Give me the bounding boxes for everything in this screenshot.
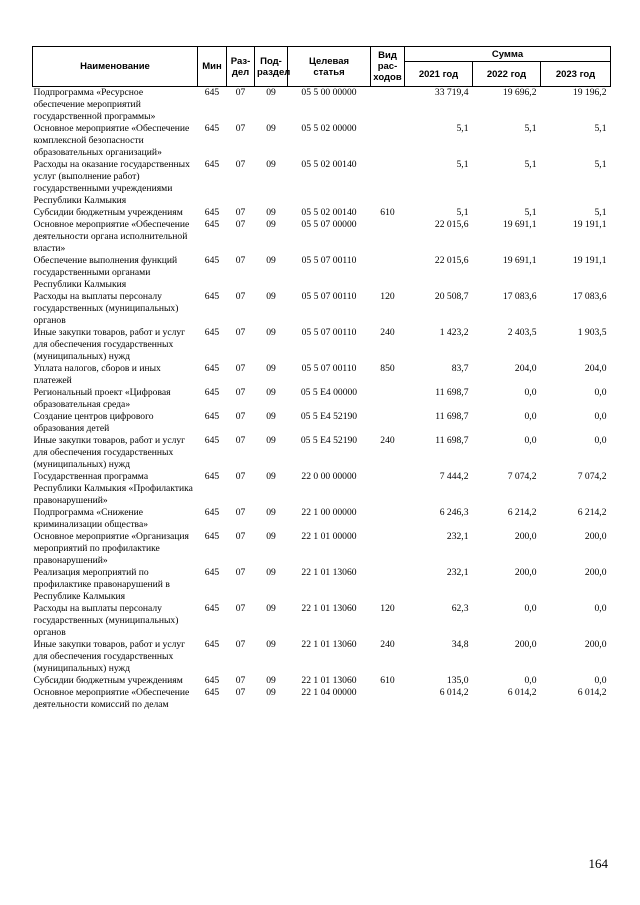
table-cell-podrazdel: 09	[266, 531, 276, 542]
table-cell-name: Подпрограмма «Снижение криминализации общества»	[33, 507, 149, 530]
table-cell-2022: 7 074,2	[507, 471, 537, 482]
table-row	[33, 531, 611, 567]
table-cell-razdel: 07	[235, 207, 246, 218]
table-row	[33, 567, 611, 603]
table-cell-min: 645	[204, 387, 220, 398]
table-cell-razdel: 07	[235, 411, 246, 422]
table-cell-2021: 135,0	[446, 675, 469, 686]
table-cell-name: Иные закупки товаров, работ и услуг для обеспечения государственных (муниципальных) нужд	[33, 435, 186, 470]
header-2021: 2021 год	[405, 62, 473, 87]
table-cell-razdel: 07	[235, 675, 246, 686]
table-cell-name: Основное мероприятие «Организация мероприятий по профилактике правонарушений»	[33, 531, 189, 566]
table-cell-2022: 5,1	[524, 123, 537, 134]
table-cell-min: 645	[204, 639, 220, 650]
table-cell-name: Субсидии бюджетным учреждениям	[33, 207, 183, 218]
table-cell-vid: 240	[380, 327, 395, 338]
table-row	[33, 87, 611, 124]
table-cell-2021: 6 246,3	[439, 507, 469, 518]
table-cell-name: Реализация мероприятий по профилактике правонарушений в Республике Калмыкия	[33, 567, 170, 602]
table-cell-podrazdel: 09	[266, 87, 276, 98]
table-row	[33, 411, 611, 435]
table-cell-vid: 610	[380, 207, 395, 218]
table-cell-name: Основное мероприятие «Обеспечение деятельности органа исполнительной власти»	[33, 219, 190, 254]
table-row	[33, 123, 611, 159]
table-cell-2021: 7 444,2	[439, 471, 469, 482]
table-cell-razdel: 07	[235, 603, 246, 614]
table-row	[33, 363, 611, 387]
table-cell-podrazdel: 09	[266, 291, 276, 302]
table-cell-article: 05 5 07 00110	[301, 363, 357, 374]
table-cell-2021: 83,7	[451, 363, 469, 374]
table-cell-min: 645	[204, 123, 220, 134]
table-cell-2023: 200,0	[584, 531, 607, 542]
table-cell-razdel: 07	[235, 255, 246, 266]
table-cell-article: 05 5 02 00000	[301, 123, 357, 134]
table-cell-name: Иные закупки товаров, работ и услуг для обеспечения государственных (муниципальных) нужд	[33, 327, 186, 362]
table-cell-vid	[371, 159, 405, 207]
table-cell-podrazdel: 09	[266, 363, 276, 374]
table-cell-2023: 17 083,6	[572, 291, 607, 302]
table-cell-name: Расходы на оказание государственных услуг (выполнение работ) государственными учреждениями Республики Калмыкия	[33, 159, 190, 206]
table-cell-2021: 1 423,2	[439, 327, 469, 338]
table-cell-article: 05 5 02 00140	[301, 207, 357, 218]
table-cell-razdel: 07	[235, 327, 246, 338]
table-row	[33, 471, 611, 507]
table-cell-min: 645	[204, 675, 220, 686]
table-cell-2022: 19 691,1	[502, 255, 537, 266]
table-cell-vid	[371, 87, 405, 124]
table-cell-min: 645	[204, 207, 220, 218]
table-cell-razdel: 07	[235, 531, 246, 542]
table-cell-vid: 120	[380, 603, 395, 614]
header-vid: Вид рас- ходов	[371, 47, 405, 87]
table-cell-podrazdel: 09	[266, 471, 276, 482]
table-cell-2022: 5,1	[524, 159, 537, 170]
table-cell-name: Создание центров цифрового образования детей	[33, 411, 154, 434]
table-cell-2021: 11 698,7	[435, 435, 469, 446]
table-cell-2022: 200,0	[514, 531, 537, 542]
table-cell-min: 645	[204, 411, 220, 422]
table-row	[33, 675, 611, 687]
table-cell-2022: 2 403,5	[507, 327, 537, 338]
table-cell-2023: 5,1	[594, 123, 607, 134]
table-cell-vid	[371, 255, 405, 291]
header-article: Целевая статья	[288, 47, 371, 87]
table-row	[33, 159, 611, 207]
table-cell-podrazdel: 09	[266, 159, 276, 170]
table-cell-razdel: 07	[235, 507, 246, 518]
table-row	[33, 435, 611, 471]
table-cell-article: 22 1 01 13060	[301, 639, 357, 650]
table-cell-podrazdel: 09	[266, 687, 276, 698]
table-cell-min: 645	[204, 327, 220, 338]
table-cell-2022: 0,0	[524, 435, 537, 446]
table-cell-name: Государственная программа Республики Калмыкия «Профилактика правонарушений»	[33, 471, 193, 506]
table-cell-2023: 1 903,5	[577, 327, 607, 338]
table-cell-2021: 5,1	[456, 123, 469, 134]
table-cell-name: Подпрограмма «Ресурсное обеспечение мероприятий государственной программы»	[33, 87, 156, 122]
table-row	[33, 255, 611, 291]
table-cell-razdel: 07	[235, 435, 246, 446]
table-cell-2023: 200,0	[584, 639, 607, 650]
table-cell-2023: 5,1	[594, 207, 607, 218]
table-cell-2023: 19 191,1	[572, 219, 607, 230]
table-cell-podrazdel: 09	[266, 207, 276, 218]
table-cell-vid	[371, 531, 405, 567]
table-cell-podrazdel: 09	[266, 387, 276, 398]
table-cell-razdel: 07	[235, 363, 246, 374]
header-min: Мин	[198, 47, 227, 87]
table-cell-razdel: 07	[235, 567, 246, 578]
table-cell-podrazdel: 09	[266, 507, 276, 518]
table-cell-vid	[371, 123, 405, 159]
table-row	[33, 603, 611, 639]
table-cell-article: 05 5 00 00000	[301, 87, 357, 98]
table-cell-podrazdel: 09	[266, 567, 276, 578]
table-cell-vid	[371, 507, 405, 531]
table-cell-2022: 204,0	[514, 363, 537, 374]
table-cell-min: 645	[204, 435, 220, 446]
table-cell-vid: 120	[380, 291, 395, 302]
table-cell-2023: 0,0	[594, 603, 607, 614]
table-cell-article: 22 0 00 00000	[301, 471, 357, 482]
table-cell-min: 645	[204, 87, 220, 98]
header-razdel: Раз- дел	[227, 47, 255, 87]
table-cell-article: 22 1 01 13060	[301, 567, 357, 578]
table-cell-2022: 19 691,1	[502, 219, 537, 230]
table-cell-name: Региональный проект «Цифровая образовательная среда»	[33, 387, 171, 410]
table-cell-article: 05 5 07 00110	[301, 327, 357, 338]
table-cell-podrazdel: 09	[266, 603, 276, 614]
table-cell-2022: 19 696,2	[502, 87, 537, 98]
table-cell-vid	[371, 687, 405, 711]
table-cell-name: Уплата налогов, сборов и иных платежей	[33, 363, 161, 386]
header-sum: Сумма	[405, 47, 611, 62]
table-row	[33, 291, 611, 327]
header-2023: 2023 год	[541, 62, 611, 87]
table-cell-2022: 0,0	[524, 675, 537, 686]
table-cell-vid: 240	[380, 435, 395, 446]
table-cell-2022: 0,0	[524, 387, 537, 398]
table-cell-podrazdel: 09	[266, 255, 276, 266]
table-cell-2023: 5,1	[594, 159, 607, 170]
table-cell-razdel: 07	[235, 687, 246, 698]
table-cell-2023: 200,0	[584, 567, 607, 578]
table-cell-podrazdel: 09	[266, 123, 276, 134]
table-cell-2023: 0,0	[594, 435, 607, 446]
budget-page	[32, 46, 610, 711]
table-cell-min: 645	[204, 507, 220, 518]
table-row	[33, 387, 611, 411]
table-cell-min: 645	[204, 255, 220, 266]
table-cell-min: 645	[204, 531, 220, 542]
table-cell-2021: 6 014,2	[439, 687, 469, 698]
table-cell-2021: 5,1	[456, 207, 469, 218]
table-cell-name: Обеспечение выполнения функций государственными органами Республики Калмыкия	[33, 255, 178, 290]
table-cell-name: Расходы на выплаты персоналу государственных (муниципальных) органов	[33, 603, 179, 638]
table-cell-2023: 19 191,1	[572, 255, 607, 266]
table-cell-2023: 7 074,2	[577, 471, 607, 482]
table-cell-podrazdel: 09	[266, 327, 276, 338]
table-cell-2021: 5,1	[456, 159, 469, 170]
table-cell-razdel: 07	[235, 639, 246, 650]
header-name: Наименование	[33, 47, 198, 87]
table-cell-2023: 0,0	[594, 411, 607, 422]
table-cell-vid	[371, 471, 405, 507]
header-podrazdel: Под- раздел	[255, 47, 288, 87]
table-cell-podrazdel: 09	[266, 219, 276, 230]
table-cell-min: 645	[204, 687, 220, 698]
table-cell-2023: 0,0	[594, 675, 607, 686]
table-cell-2023: 19 196,2	[572, 87, 607, 98]
table-cell-2022: 17 083,6	[502, 291, 537, 302]
table-cell-2023: 204,0	[584, 363, 607, 374]
table-cell-2023: 6 214,2	[577, 507, 607, 518]
table-cell-razdel: 07	[235, 159, 246, 170]
table-cell-article: 05 5 07 00110	[301, 255, 357, 266]
table-cell-name: Основное мероприятие «Обеспечение деятельности комиссий по делам	[33, 687, 190, 710]
table-cell-vid: 850	[380, 363, 395, 374]
table-row	[33, 639, 611, 675]
table-cell-article: 22 1 01 13060	[301, 675, 357, 686]
table-cell-name: Субсидии бюджетным учреждениям	[33, 675, 183, 686]
table-cell-article: 05 5 07 00000	[301, 219, 357, 230]
table-row	[33, 207, 611, 219]
table-cell-vid: 610	[380, 675, 395, 686]
table-cell-vid	[371, 567, 405, 603]
table-cell-vid: 240	[380, 639, 395, 650]
table-row	[33, 507, 611, 531]
table-header	[33, 47, 611, 87]
table-cell-vid	[371, 219, 405, 255]
table-cell-podrazdel: 09	[266, 435, 276, 446]
table-cell-2021: 33 719,4	[434, 87, 469, 98]
table-cell-podrazdel: 09	[266, 675, 276, 686]
table-cell-2021: 232,1	[446, 531, 469, 542]
table-cell-article: 22 1 01 13060	[301, 603, 357, 614]
table-cell-podrazdel: 09	[266, 411, 276, 422]
table-cell-article: 05 5 02 00140	[301, 159, 357, 170]
table-cell-article: 22 1 01 00000	[301, 531, 357, 542]
table-cell-article: 05 5 E4 00000	[300, 387, 358, 398]
table-cell-2022: 6 014,2	[507, 687, 537, 698]
table-cell-vid	[371, 387, 405, 411]
table-cell-2021: 62,3	[451, 603, 469, 614]
table-cell-2023: 0,0	[594, 387, 607, 398]
table-cell-article: 22 1 04 00000	[301, 687, 357, 698]
table-cell-min: 645	[204, 471, 220, 482]
table-cell-2021: 11 698,7	[435, 387, 469, 398]
budget-table	[32, 46, 611, 711]
page-number: 164	[588, 856, 608, 871]
table-cell-razdel: 07	[235, 471, 246, 482]
table-cell-2021: 22 015,6	[434, 219, 469, 230]
table-cell-podrazdel: 09	[266, 639, 276, 650]
table-cell-2021: 34,8	[451, 639, 469, 650]
table-cell-2021: 11 698,7	[435, 411, 469, 422]
table-row	[33, 219, 611, 255]
table-cell-razdel: 07	[235, 387, 246, 398]
table-cell-article: 05 5 07 00110	[301, 291, 357, 302]
table-cell-min: 645	[204, 159, 220, 170]
table-cell-article: 22 1 00 00000	[301, 507, 357, 518]
table-row	[33, 327, 611, 363]
table-cell-min: 645	[204, 219, 220, 230]
table-cell-2021: 20 508,7	[434, 291, 469, 302]
table-cell-2021: 232,1	[446, 567, 469, 578]
table-cell-2022: 0,0	[524, 603, 537, 614]
table-cell-min: 645	[204, 363, 220, 374]
table-cell-name: Иные закупки товаров, работ и услуг для обеспечения государственных (муниципальных) нужд	[33, 639, 186, 674]
table-cell-2022: 0,0	[524, 411, 537, 422]
table-cell-2021: 22 015,6	[434, 255, 469, 266]
table-cell-vid	[371, 411, 405, 435]
table-cell-min: 645	[204, 567, 220, 578]
table-cell-2023: 6 014,2	[577, 687, 607, 698]
table-cell-2022: 200,0	[514, 567, 537, 578]
table-cell-razdel: 07	[235, 291, 246, 302]
table-cell-name: Основное мероприятие «Обеспечение комплексной безопасности образовательных организаций»	[33, 123, 190, 158]
table-body	[33, 87, 611, 712]
table-cell-name: Расходы на выплаты персоналу государственных (муниципальных) органов	[33, 291, 179, 326]
table-cell-razdel: 07	[235, 87, 246, 98]
table-cell-2022: 6 214,2	[507, 507, 537, 518]
table-cell-2022: 200,0	[514, 639, 537, 650]
table-cell-razdel: 07	[235, 219, 246, 230]
table-cell-article: 05 5 E4 52190	[300, 411, 358, 422]
header-2022: 2022 год	[473, 62, 541, 87]
table-cell-2022: 5,1	[524, 207, 537, 218]
table-cell-article: 05 5 E4 52190	[300, 435, 358, 446]
table-row	[33, 687, 611, 711]
table-cell-min: 645	[204, 291, 220, 302]
table-cell-min: 645	[204, 603, 220, 614]
table-cell-razdel: 07	[235, 123, 246, 134]
